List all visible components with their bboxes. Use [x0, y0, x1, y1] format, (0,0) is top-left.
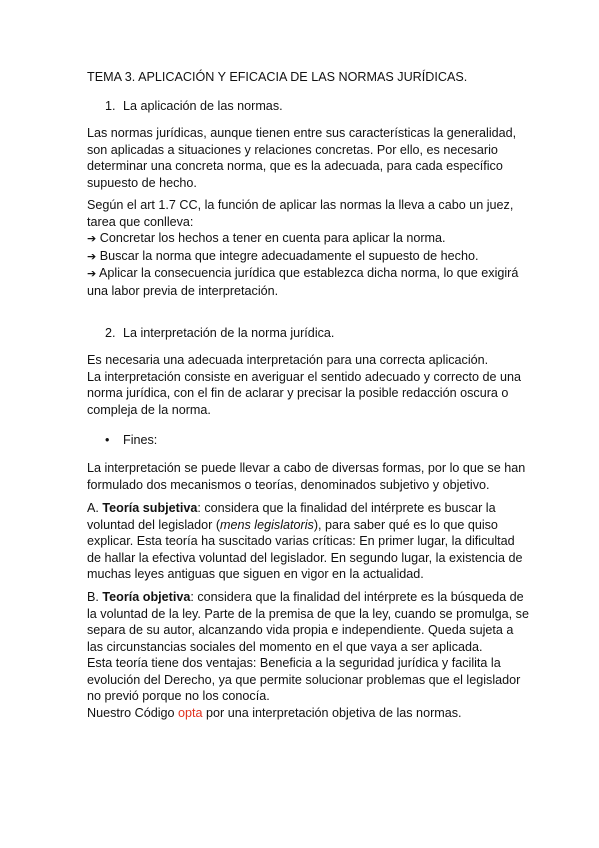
section-2-heading: 2. La interpretación de la norma jurídica. — [105, 326, 335, 340]
paragraph-formas: La interpretación se puede llevar a cabo de diversas formas, por lo que se han formulado dos mecanismos o teorías, denominados subjetivo y objetivo. — [87, 461, 526, 492]
arrow-icon: ➔ — [87, 249, 97, 263]
list-item: ➔ Aplicar la consecuencia jurídica que establezca dicha norma, lo que exigirá — [87, 266, 519, 280]
bullet-icon: • — [105, 433, 110, 447]
term-teoria-objetiva: Teoría objetiva — [102, 590, 191, 604]
list-item: ➔ Concretar los hechos a tener en cuenta para aplicar la norma. — [87, 231, 446, 245]
paragraph-aplicacion: Las normas jurídicas, aunque tienen entre sus características la generalidad, son aplicadas a situaciones y relaciones concretas. Por ello, es necesario determinar una concreta norma, que es la adecuada, para cada específico supuesto de hecho. — [87, 126, 517, 190]
list-item: ➔ Buscar la norma que integre adecuadamente el supuesto de hecho. — [87, 248, 479, 263]
bullet-fines: • Fines: — [105, 433, 158, 447]
paragraph-teoria-subjetiva: A. Teoría subjetiva: considera que la finalidad del intérprete es buscar la voluntad del legislador (mens legislatoris), para saber qué es lo que quiso explicar. Esta teoría ha suscitado varias críticas: En primer lugar, la dificultad de hallar la efectiva voluntad del legislador. En segundo lugar, la existencia de muchas leyes antiguas que siguen en vigor en la actualidad. — [87, 501, 523, 581]
paragraph-art-1-7: Según el art 1.7 CC, la función de aplicar las normas la lleva a cabo un juez, tarea que conlleva: ➔ Concretar los hechos a tener en cuenta para aplicar la norma. ➔ Buscar la norma que integre adecuadamente el supuesto de hecho. ➔ Aplicar la consecuencia jurídica que establezca dicha norma, lo que exigirá una labor previa de interpretación. — [87, 197, 527, 299]
document-title: TEMA 3. APLICACIÓN Y EFICACIA DE LAS NORMAS JURÍDICAS. — [87, 70, 468, 84]
term-teoria-subjetiva: Teoría subjetiva — [102, 501, 198, 515]
paragraph-teoria-objetiva: B. Teoría objetiva: considera que la finalidad del intérprete es la búsqueda de la voluntad de la ley. Parte de la premisa de que la ley, cuando se promulga, se separa de su autor, alcanzando vida propia e independiente. Queda sujeta a las circunstancias sociales del momento en el que vaya a ser aplicada. Esta teoría tiene dos ventajas: Beneficia a la seguridad jurídica y facilita la evolución del Derecho, ya que permite solucionar problemas que el legislador no previó porque no los conocía. Nuestro Código opta por una interpretación objetiva de las normas. — [87, 590, 529, 720]
section-1-heading: 1. La aplicación de las normas. — [105, 99, 283, 113]
arrow-icon: ➔ — [87, 232, 97, 245]
arrow-icon: ➔ — [87, 267, 97, 280]
highlighted-word: opta — [178, 705, 203, 720]
latin-term: mens legislatoris — [220, 517, 314, 532]
paragraph-interpretacion: Es necesaria una adecuada interpretación para una correcta aplicación. La interpretación consiste en averiguar el sentido adecuado y correcto de una norma jurídica, con el fin de aclarar y precisar la posible redacción oscura o compleja de la norma. — [87, 353, 522, 417]
